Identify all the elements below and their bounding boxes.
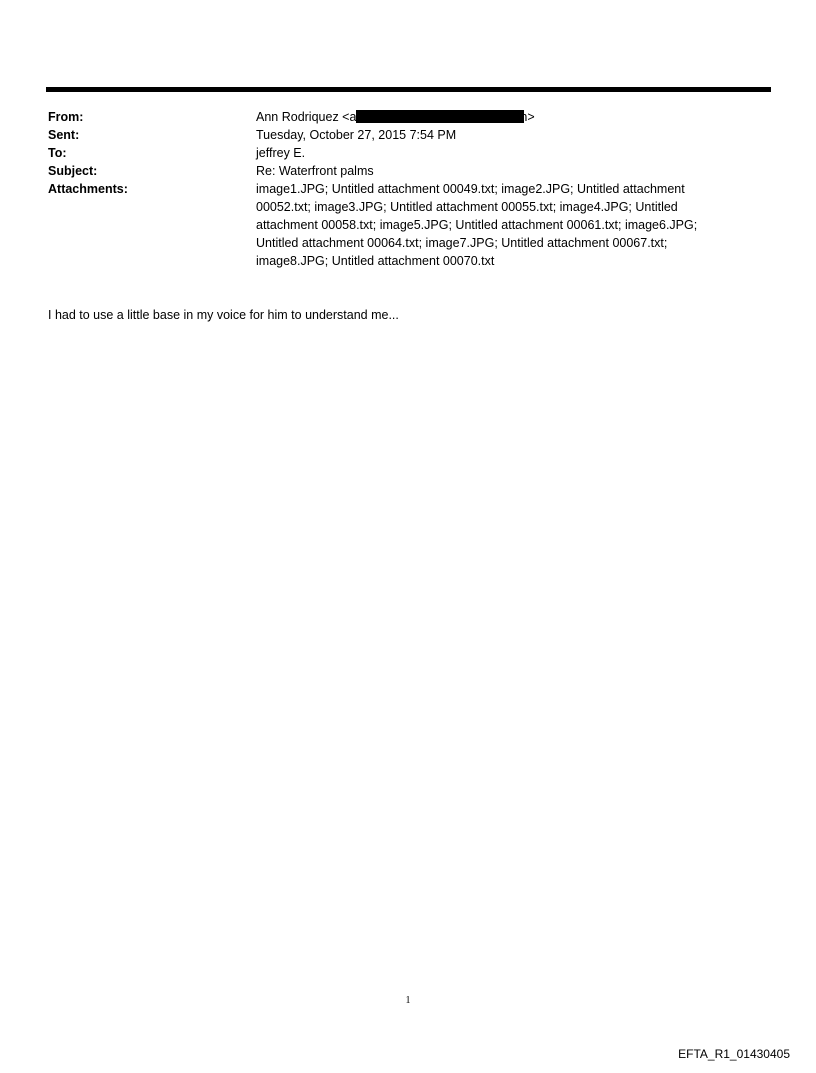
header-rule — [46, 87, 771, 92]
from-value — [256, 108, 738, 126]
from-label: From: — [48, 110, 84, 124]
subject-label: Subject: — [48, 164, 98, 178]
sent-label: Sent: — [48, 128, 80, 142]
to-value: jeffrey E. — [256, 146, 306, 160]
sent-row — [48, 126, 738, 144]
bates-number: EFTA_R1_01430405 — [678, 1047, 790, 1061]
attachments-value: image1.JPG; Untitled attachment 00049.txt; image2.JPG; Untitled attachment 00052.txt; image3.JPG; Untitled attachment 00055.txt; image4.JPG; Untitled attachment 00058.txt; image5.JPG; Untitled attachment 00061.txt; image6.JPG; Untitled attachment 00064.txt; image7.JPG; Untitled attachment 00067.txt; image8.JPG; Untitled attachment 00070.txt — [256, 182, 698, 268]
page-number: 1 — [405, 995, 411, 1006]
attachments-label: Attachments: — [48, 182, 128, 196]
attachments-row — [48, 180, 738, 270]
redaction-box — [356, 110, 524, 123]
from-name: Ann Rodriquez <a — [256, 110, 357, 124]
from-row — [48, 108, 738, 126]
email-header — [48, 108, 738, 270]
to-row — [48, 144, 738, 162]
subject-row — [48, 162, 738, 180]
subject-value: Re: Waterfront palms — [256, 164, 374, 178]
to-label: To: — [48, 146, 67, 160]
sent-value: Tuesday, October 27, 2015 7:54 PM — [256, 128, 457, 142]
message-body: I had to use a little base in my voice for him to understand me... — [48, 308, 399, 322]
from-tail: n> — [520, 110, 535, 124]
